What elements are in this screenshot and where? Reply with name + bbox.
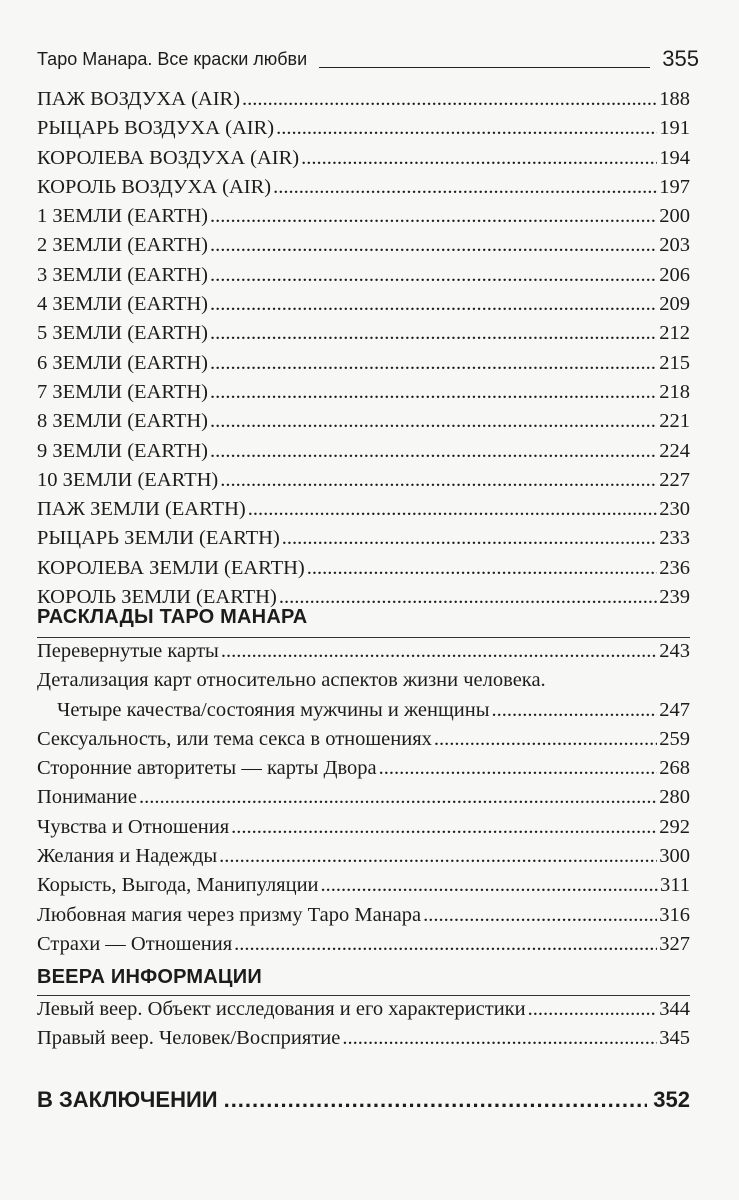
toc-entry-page: 327 — [659, 932, 690, 955]
running-header — [37, 44, 699, 74]
toc-entry-page: 280 — [659, 786, 690, 809]
toc-entry-label: 8 ЗЕМЛИ (EARTH) — [37, 410, 208, 433]
toc-entry-page: 316 — [659, 903, 690, 926]
leader-dots — [219, 842, 657, 871]
toc-entry-page: 300 — [659, 845, 690, 868]
toc-entry[interactable] — [37, 554, 690, 583]
toc-entry[interactable] — [37, 637, 690, 666]
toc-entry[interactable] — [37, 871, 690, 900]
page-number: 355 — [662, 46, 699, 71]
toc-entry[interactable] — [37, 173, 690, 202]
toc-entry-label: РЫЦАРЬ ВОЗДУХА (AIR) — [37, 117, 275, 140]
leader-dots — [434, 725, 657, 754]
toc-entry-page: 212 — [659, 322, 690, 345]
leader-dots — [210, 261, 657, 290]
toc-entry-label: 5 ЗЕМЛИ (EARTH) — [37, 322, 208, 345]
leader-dots — [423, 901, 657, 930]
running-title: Таро Манара. Все краски любви — [37, 48, 308, 69]
leader-dots — [210, 319, 657, 348]
leader-dots — [210, 407, 657, 436]
toc-entry[interactable] — [37, 901, 690, 930]
toc-entry-label: Корысть, Выгода, Манипуляции — [37, 874, 319, 897]
conclusion-page: 352 — [653, 1087, 690, 1112]
toc-entry[interactable] — [37, 290, 690, 319]
toc-entry-label: Сторонние авторитеты — карты Двора — [37, 757, 377, 780]
toc-conclusion-entry[interactable] — [37, 1087, 690, 1113]
leader-dots — [210, 349, 657, 378]
toc-entry-page: 243 — [659, 640, 690, 662]
leader-dots — [210, 437, 657, 466]
toc-entry[interactable] — [37, 813, 690, 842]
toc-entry-label: Желания и Надежды — [37, 845, 218, 868]
toc-entry[interactable] — [37, 407, 690, 436]
toc-entry-label: Четыре качества/состояния мужчины и женщины — [57, 698, 490, 721]
toc-entry[interactable] — [37, 261, 690, 290]
toc-entry[interactable] — [37, 202, 690, 231]
toc-entry-label: 7 ЗЕМЛИ (EARTH) — [37, 380, 208, 403]
leader-dots — [248, 495, 658, 524]
toc-entry-label: ПАЖ ВОЗДУХА (AIR) — [37, 88, 241, 110]
toc-entry[interactable] — [37, 842, 690, 871]
toc-cards-list — [37, 85, 690, 612]
toc-spreads-list — [37, 637, 690, 959]
toc-entry-label: 6 ЗЕМЛИ (EARTH) — [37, 351, 208, 374]
leader-dots — [528, 995, 658, 1024]
toc-entry-page: 230 — [659, 498, 690, 521]
toc-entry[interactable] — [37, 754, 690, 783]
toc-entry-label: 9 ЗЕМЛИ (EARTH) — [37, 439, 208, 462]
leader-dots — [220, 466, 657, 495]
toc-entry[interactable] — [37, 437, 690, 466]
toc-entry-label: Чувства и Отношения — [37, 815, 230, 838]
toc-entry[interactable] — [37, 466, 690, 495]
toc-entry-page: 221 — [659, 410, 690, 433]
toc-entry-page: 239 — [659, 586, 690, 609]
leader-dots — [276, 114, 657, 143]
toc-entry[interactable] — [37, 696, 690, 725]
toc-entry[interactable] — [37, 930, 690, 959]
toc-entry-page: 268 — [659, 757, 690, 780]
toc-entry[interactable] — [37, 524, 690, 553]
toc-entry-label: Страхи — Отношения — [37, 932, 233, 955]
leader-dots — [282, 524, 657, 553]
leader-dots — [139, 783, 657, 812]
toc-entry[interactable] — [37, 85, 690, 114]
leader-dots — [224, 1087, 648, 1113]
toc-entry[interactable] — [37, 231, 690, 260]
header-rule — [319, 67, 650, 68]
toc-entry[interactable] — [37, 995, 690, 1024]
leader-dots — [242, 85, 657, 114]
section-heading-spreads: РАСКЛАДЫ ТАРО МАНАРА — [37, 606, 308, 628]
toc-entry[interactable] — [37, 495, 690, 524]
toc-entry-page: 259 — [659, 727, 690, 750]
toc-entry-page: 224 — [659, 439, 690, 462]
leader-dots — [279, 583, 657, 612]
toc-entry-label: 1 ЗЕМЛИ (EARTH) — [37, 205, 208, 228]
toc-entry[interactable] — [37, 666, 690, 695]
toc-entry-label: Детализация карт относительно аспектов жизни человека. — [37, 669, 546, 692]
section-heading-fans: ВЕЕРА ИНФОРМАЦИИ — [37, 966, 262, 988]
toc-entry-label: Перевернутые карты — [37, 640, 219, 662]
conclusion-label: В ЗАКЛЮЧЕНИИ — [37, 1087, 218, 1112]
toc-entry-label: КОРОЛЕВА ВОЗДУХА (AIR) — [37, 146, 300, 169]
toc-entry-label: 4 ЗЕМЛИ (EARTH) — [37, 293, 208, 316]
leader-dots — [342, 1024, 657, 1053]
toc-entry-page: 236 — [659, 556, 690, 579]
toc-entry-label: КОРОЛЬ ВОЗДУХА (AIR) — [37, 175, 272, 198]
leader-dots — [321, 871, 658, 900]
toc-entry-label: Любовная магия через призму Таро Манара — [37, 903, 422, 926]
toc-entry-page: 200 — [659, 205, 690, 228]
toc-entry[interactable] — [37, 144, 690, 173]
toc-entry-label: КОРОЛЬ ЗЕМЛИ (EARTH) — [37, 586, 277, 609]
toc-fans-list — [37, 995, 690, 1054]
toc-entry-page: 194 — [659, 146, 690, 169]
toc-entry-page: 188 — [659, 88, 690, 110]
leader-dots — [307, 554, 658, 583]
toc-entry-page: 233 — [659, 527, 690, 550]
toc-entry-page: 311 — [660, 874, 690, 897]
leader-dots — [234, 930, 657, 959]
toc-entry-label: 2 ЗЕМЛИ (EARTH) — [37, 234, 208, 257]
toc-entry-page: 218 — [659, 380, 690, 403]
toc-entry-label: Понимание — [37, 786, 137, 809]
toc-entry[interactable] — [37, 783, 690, 812]
toc-entry-label: КОРОЛЕВА ЗЕМЛИ (EARTH) — [37, 556, 305, 579]
toc-entry[interactable] — [37, 378, 690, 407]
leader-dots — [273, 173, 657, 202]
toc-entry-label: ПАЖ ЗЕМЛИ (EARTH) — [37, 498, 246, 521]
toc-entry-label: Левый веер. Объект исследования и его характеристики — [37, 998, 526, 1020]
leader-dots — [231, 813, 657, 842]
leader-dots — [301, 144, 657, 173]
toc-entry-label: Правый веер. Человек/Восприятие — [37, 1027, 341, 1050]
toc-entry[interactable] — [37, 725, 690, 754]
toc-entry-label: 10 ЗЕМЛИ (EARTH) — [37, 468, 219, 491]
toc-entry[interactable] — [37, 1024, 690, 1053]
leader-dots — [221, 637, 657, 666]
toc-entry-page: 203 — [659, 234, 690, 257]
toc-entry[interactable] — [37, 349, 690, 378]
leader-dots — [210, 202, 657, 231]
toc-entry[interactable] — [37, 114, 690, 143]
toc-entry-page: 209 — [659, 293, 690, 316]
leader-dots — [491, 696, 657, 725]
leader-dots — [210, 290, 657, 319]
toc-entry-page: 191 — [659, 117, 690, 140]
leader-dots — [210, 231, 657, 260]
toc-entry-page: 227 — [659, 468, 690, 491]
toc-entry-page: 247 — [659, 698, 690, 721]
toc-entry-label: Сексуальность, или тема секса в отношениях — [37, 727, 432, 750]
leader-dots — [210, 378, 657, 407]
toc-entry-page: 345 — [659, 1027, 690, 1050]
toc-entry[interactable] — [37, 319, 690, 348]
toc-entry-page: 292 — [659, 815, 690, 838]
toc-entry-page: 215 — [659, 351, 690, 374]
toc-entry-page: 344 — [659, 998, 690, 1020]
toc-entry-label: 3 ЗЕМЛИ (EARTH) — [37, 263, 208, 286]
toc-entry-label: РЫЦАРЬ ЗЕМЛИ (EARTH) — [37, 527, 280, 550]
toc-entry-page: 206 — [659, 263, 690, 286]
leader-dots — [379, 754, 658, 783]
toc-entry-page: 197 — [659, 175, 690, 198]
